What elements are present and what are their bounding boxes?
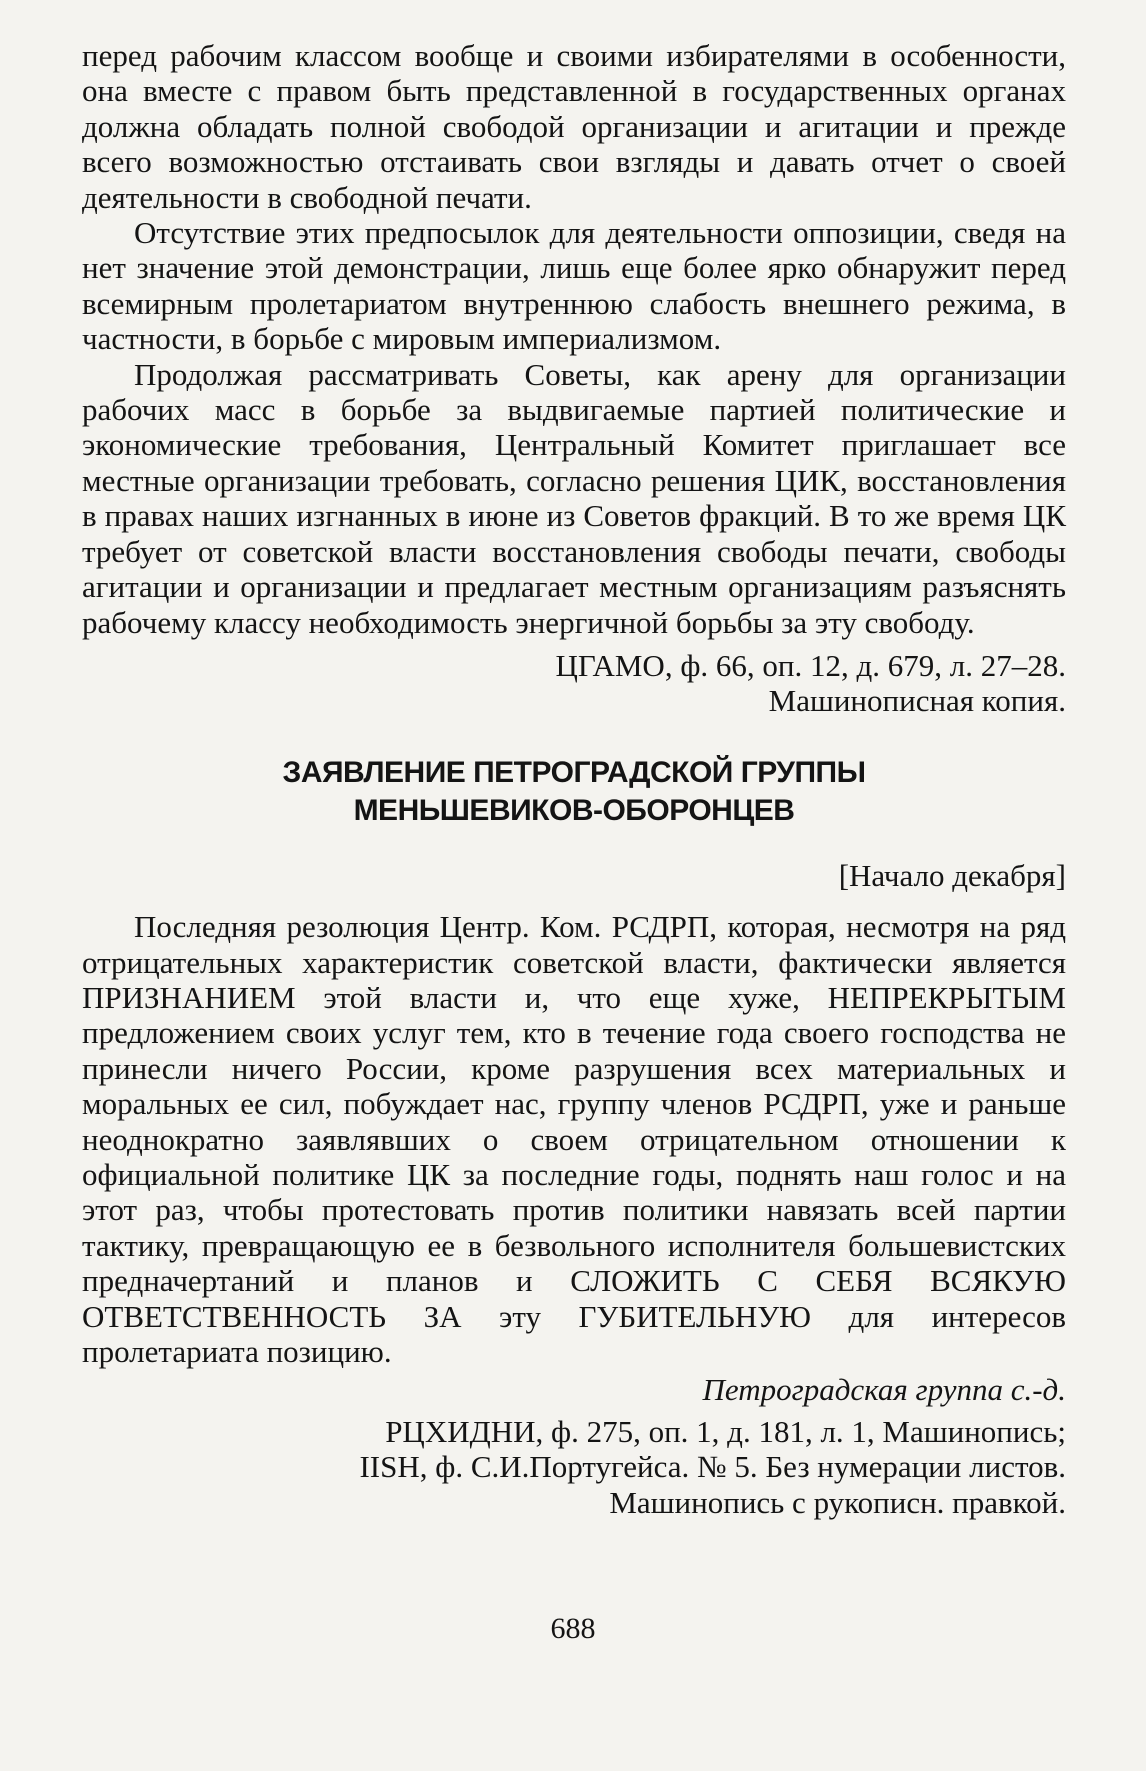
- archive-reference-2: РЦХИДНИ, ф. 275, оп. 1, д. 181, л. 1, Машинопись;: [385, 1413, 1066, 1449]
- archive-reference-3: IISH, ф. С.И.Португейса. № 5. Без нумерации листов.: [359, 1449, 1066, 1485]
- paragraph-1: перед рабочим классом вообще и своими избирателями в особенности, она вместе с правом быть представленной в государственных органах должна обладать полной свободой организации и агитации и прежде всего возможностью отстаивать свои взгляды и давать отчет о своей деятельности в свободной печати.: [82, 38, 1066, 215]
- document-title: [82, 754, 1066, 830]
- archive-copy-type-2: Машинопись с рукописн. правкой.: [609, 1484, 1066, 1520]
- document-title-line-2: МЕНЬШЕВИКОВ-ОБОРОНЦЕВ: [353, 793, 795, 827]
- page-number: 688: [550, 1612, 596, 1645]
- archive-reference-1: ЦГАМО, ф. 66, оп. 12, д. 679, л. 27–28.: [555, 647, 1066, 683]
- statement-body: Последняя резолюция Центр. Ком. РСДРП, которая, несмотря на ряд отрицательных характеристик советской власти, фактически является ПРИЗНАНИЕМ этой власти и, что еще хуже, НЕПРЕКРЫТЫМ предложением своих услуг тем, кто в течение года своего господства не принесли ничего России, кроме разрушения всех материальных и моральных ее сил, побуждает нас, группу членов РСДРП, уже и раньше неоднократно заявлявших о своем отрицательном отношении к официальной политике ЦК за последние годы, поднять наш голос и на этот раз, чтобы протестовать против политики навязать всей партии тактику, превращающую ее в безвольного исполнителя большевистских предначертаний и планов и СЛОЖИТЬ С СЕБЯ ВСЯКУЮ ОТВЕТСТВЕННОСТЬ ЗА эту ГУБИТЕЛЬНУЮ для интересов пролетариата позицию.: [82, 909, 1066, 1369]
- archive-copy-type-1: Машинописная копия.: [768, 683, 1066, 719]
- document-date: [Начало декабря]: [838, 857, 1066, 893]
- paragraph-3: Продолжая рассматривать Советы, как арену для организации рабочих масс в борьбе за выдвигаемые партией политические и экономические требования, Центральный Комитет приглашает все местные организации требовать, согласно решения ЦИК, восстановления в правах наших изгнанных в июне из Советов фракций. В то же время ЦК требует от советской власти восстановления свободы печати, свободы агитации и организации и предлагает местным организациям разъяснять рабочему классу необходимость энергичной борьбы за эту свободу.: [82, 356, 1066, 640]
- paragraph-2: Отсутствие этих предпосылок для деятельности оппозиции, сведя на нет значение этой демонстрации, лишь еще более ярко обнаружит перед всемирным пролетариатом внутреннюю слабость внешнего режима, в частности, в борьбе с мировым империализмом.: [82, 215, 1066, 357]
- signature: Петроградская группа с.-д.: [702, 1372, 1066, 1408]
- document-page: [82, 38, 1066, 1520]
- document-title-line-1: ЗАЯВЛЕНИЕ ПЕТРОГРАДСКОЙ ГРУППЫ: [282, 755, 866, 789]
